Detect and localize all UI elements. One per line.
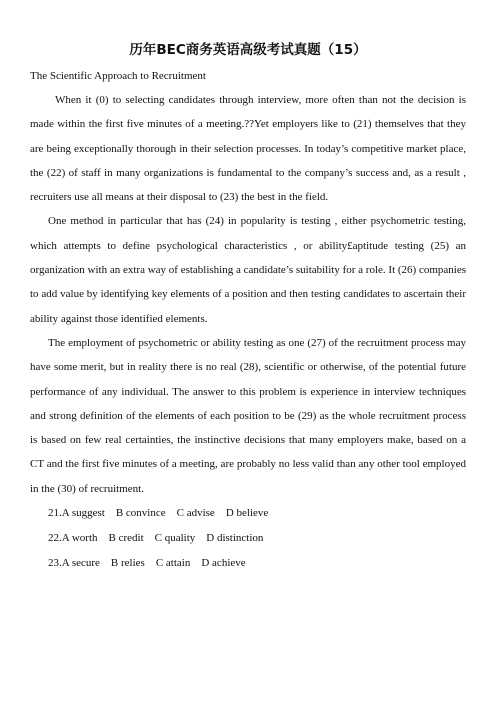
answer-options — [30, 501, 466, 576]
paragraph-1: When it (0) to selecting candidates through interview, more often than not the decision is made within the first five minutes of a meeting.??Yet employers like to (21) themselves that they are being exceptionally thorough in their selection processes. In today’s competitive market place, the (22) of staff in many organizations is fundamental to the company’s success and, as a result , recruiters use all means at their disposal to (23) the best in the field. — [30, 94, 466, 204]
question-21-options: 21.A suggest B convince C advise D believe — [48, 507, 269, 520]
article-title: The Scientific Approach to Recruitment — [30, 70, 206, 82]
question-22-options: 22.A worth B credit C quality D distinction — [48, 532, 264, 545]
paragraph-3: The employment of psychometric or ability testing as one (27) of the recruitment process may have some merit, but in reality there is no real (28), scientific or otherwise, of the potential future performance of any individual. The answer to this problem is experience in interview techniques and strong definition of the elements of each position to be (29) as the whole recruitment process is based on few real certainties, the instinctive decisions that many employers make, based on a CT and the first five minutes of a meeting, are probably no less valid than any other tool employed in the (30) of recruitment. — [30, 336, 466, 495]
question-23-options: 23.A secure B relies C attain D achieve — [48, 557, 246, 570]
document-title: 历年BEC商务英语高级考试真题（15） — [129, 42, 367, 58]
paragraph-2: One method in particular that has (24) in popularity is testing , either psychometric testing, which attempts to define psychological characteristics , or ability£aptitude testing (25) an organization with an extra way of establishing a candidate’s suitability for a role. It (26) companies to add value by identifying key elements of a position and then testing candidates to ascertain their ability against those identified elements. — [30, 215, 466, 325]
